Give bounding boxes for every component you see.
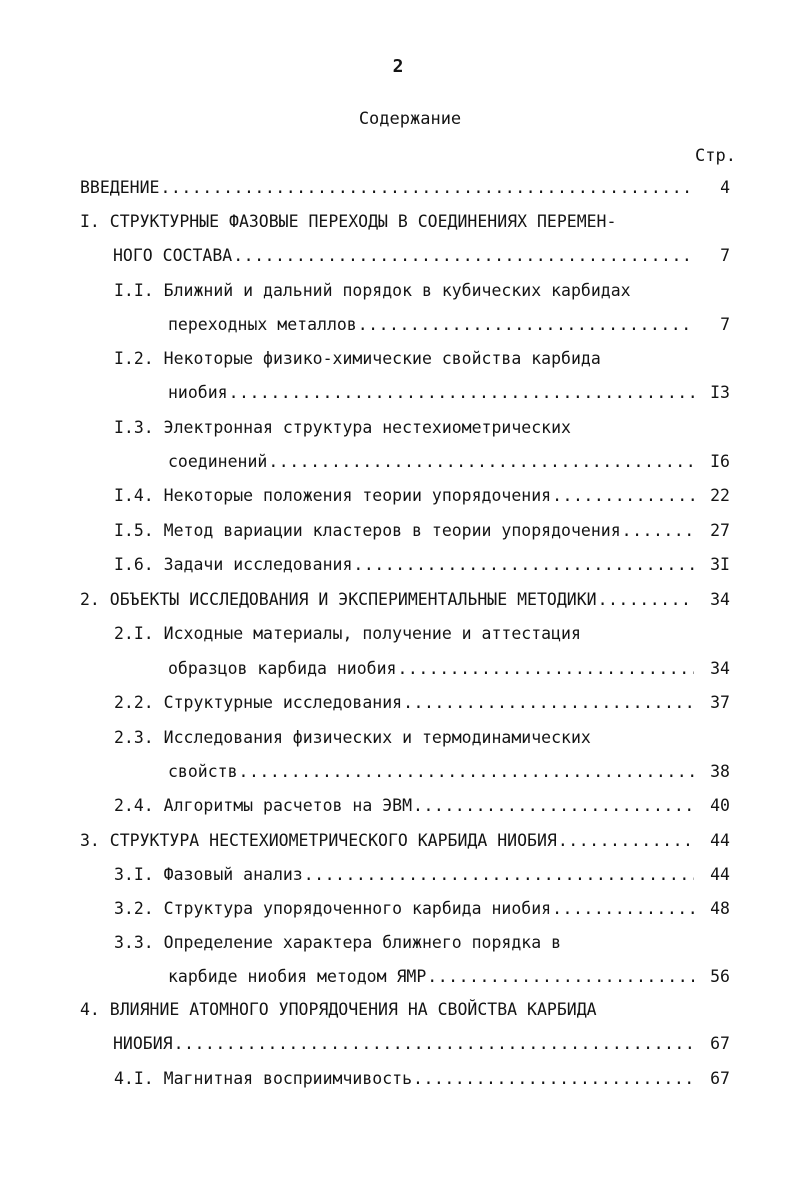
toc-entry-s2-4 (114, 795, 730, 817)
toc-entry-text: 2.4. Алгоритмы расчетов на ЭВМ (114, 796, 413, 815)
toc-entry-s2-3 (168, 761, 730, 783)
toc-entry-page: 67 (710, 1069, 730, 1088)
toc-entry-s3-2 (114, 898, 730, 920)
toc-entry-text: 3. СТРУКТУРА НЕСТЕХИОМЕТРИЧЕСКОГО КАРБИДА НИОБИЯ (80, 831, 557, 850)
toc-entry-s3-3 (168, 966, 730, 988)
toc-entry-ch4-line1: 4. ВЛИЯНИЕ АТОМНОГО УПОРЯДОЧЕНИЯ НА СВОЙСТВА КАРБИДА (80, 1000, 597, 1019)
toc-entry-s3-1 (114, 864, 730, 886)
leader-dots (413, 795, 694, 817)
toc-entry-page: 37 (710, 693, 730, 712)
page-column-header: Стр. (695, 146, 736, 166)
toc-entry-page: 44 (710, 865, 730, 884)
leader-dots (558, 830, 694, 852)
toc-entry-s1-1 (168, 314, 730, 336)
leader-dots (353, 554, 694, 576)
leader-dots (552, 898, 694, 920)
toc-entry-intro (80, 177, 730, 199)
toc-entry-text: карбиде ниобия методом ЯМР (168, 967, 427, 986)
toc-entry-page: 38 (710, 762, 730, 781)
toc-entry-text: I.5. Метод вариации кластеров в теории упорядочения (114, 521, 621, 540)
toc-entry-page: 44 (710, 831, 730, 850)
toc-entry-text: 2. ОБЪЕКТЫ ИССЛЕДОВАНИЯ И ЭКСПЕРИМЕНТАЛЬНЫЕ МЕТОДИКИ (80, 590, 597, 609)
leader-dots (239, 761, 694, 783)
toc-entry-page: 3I (710, 555, 730, 574)
toc-entry-page: I6 (710, 452, 730, 471)
leader-dots (403, 692, 694, 714)
toc-entry-s2-2 (114, 692, 730, 714)
toc-title: Содержание (358, 109, 462, 129)
toc-entry-ch2 (80, 589, 730, 611)
toc-entry-text: ниобия (168, 383, 228, 402)
toc-entry-ch1-line1: I. СТРУКТУРНЫЕ ФАЗОВЫЕ ПЕРЕХОДЫ В СОЕДИНЕНИЯХ ПЕРЕМЕН- (80, 212, 617, 231)
toc-entry-page: I3 (710, 383, 730, 402)
toc-entry-text: 3.2. Структура упорядоченного карбида ниобия (114, 899, 552, 918)
toc-entry-page: 48 (710, 899, 730, 918)
toc-entry-text: образцов карбида ниобия (168, 659, 397, 678)
toc-entry-page: 7 (720, 246, 730, 265)
toc-entry-page: 22 (710, 486, 730, 505)
toc-entry-page: 4 (720, 178, 730, 197)
toc-entry-text: переходных металлов (168, 315, 357, 334)
leader-dots (598, 589, 694, 611)
leader-dots (397, 658, 694, 680)
toc-entry-page: 40 (710, 796, 730, 815)
toc-entry-s4-1 (114, 1068, 730, 1090)
toc-entry-text: свойств (168, 762, 238, 781)
toc-entry-text: НИОБИЯ (113, 1034, 173, 1053)
leader-dots (268, 451, 694, 473)
leader-dots (427, 966, 694, 988)
leader-dots (304, 864, 694, 886)
toc-entry-s1-2 (168, 382, 730, 404)
toc-entry-text: соединений (168, 452, 268, 471)
toc-entry-s2-1 (168, 658, 730, 680)
toc-entry-text: ВВЕДЕНИЕ (80, 178, 160, 197)
leader-dots (233, 245, 694, 267)
leader-dots (413, 1068, 694, 1090)
toc-entry-s2-1-line1: 2.I. Исходные материалы, получение и аттестация (114, 624, 581, 643)
toc-entry-s1-3-line1: I.3. Электронная структура нестехиометрических (114, 418, 571, 437)
toc-entry-s1-4 (114, 485, 730, 507)
toc-entry-page: 56 (710, 967, 730, 986)
page-number: 2 (392, 56, 404, 77)
toc-entry-ch4 (113, 1033, 730, 1055)
leader-dots (174, 1033, 694, 1055)
toc-entry-s1-6 (114, 554, 730, 576)
toc-entry-s1-5 (114, 520, 730, 542)
leader-dots (160, 177, 694, 199)
toc-entry-ch1 (113, 245, 730, 267)
toc-entry-s2-3-line1: 2.3. Исследования физических и термодинамических (114, 728, 591, 747)
toc-entry-s1-1-line1: I.I. Ближний и дальний порядок в кубических карбидах (114, 281, 631, 300)
leader-dots (622, 520, 694, 542)
leader-dots (552, 485, 694, 507)
toc-entry-s1-3 (168, 451, 730, 473)
leader-dots (229, 382, 694, 404)
toc-entry-page: 67 (710, 1034, 730, 1053)
toc-entry-page: 7 (720, 315, 730, 334)
toc-entry-page: 34 (710, 659, 730, 678)
toc-entry-s1-2-line1: I.2. Некоторые физико-химические свойства карбида (114, 349, 601, 368)
toc-entry-text: 2.2. Структурные исследования (114, 693, 403, 712)
toc-entry-text: 4.I. Магнитная восприимчивость (114, 1069, 413, 1088)
toc-entry-page: 27 (710, 521, 730, 540)
toc-entry-page: 34 (710, 590, 730, 609)
toc-entry-text: I.4. Некоторые положения теории упорядочения (114, 486, 552, 505)
toc-entry-text: 3.I. Фазовый анализ (114, 865, 303, 884)
toc-entry-text: НОГО СОСТАВА (113, 246, 233, 265)
toc-entry-s3-3-line1: 3.3. Определение характера ближнего порядка в (114, 933, 562, 952)
toc-entry-text: I.6. Задачи исследования (114, 555, 353, 574)
leader-dots (358, 314, 694, 336)
toc-entry-ch3 (80, 830, 730, 852)
